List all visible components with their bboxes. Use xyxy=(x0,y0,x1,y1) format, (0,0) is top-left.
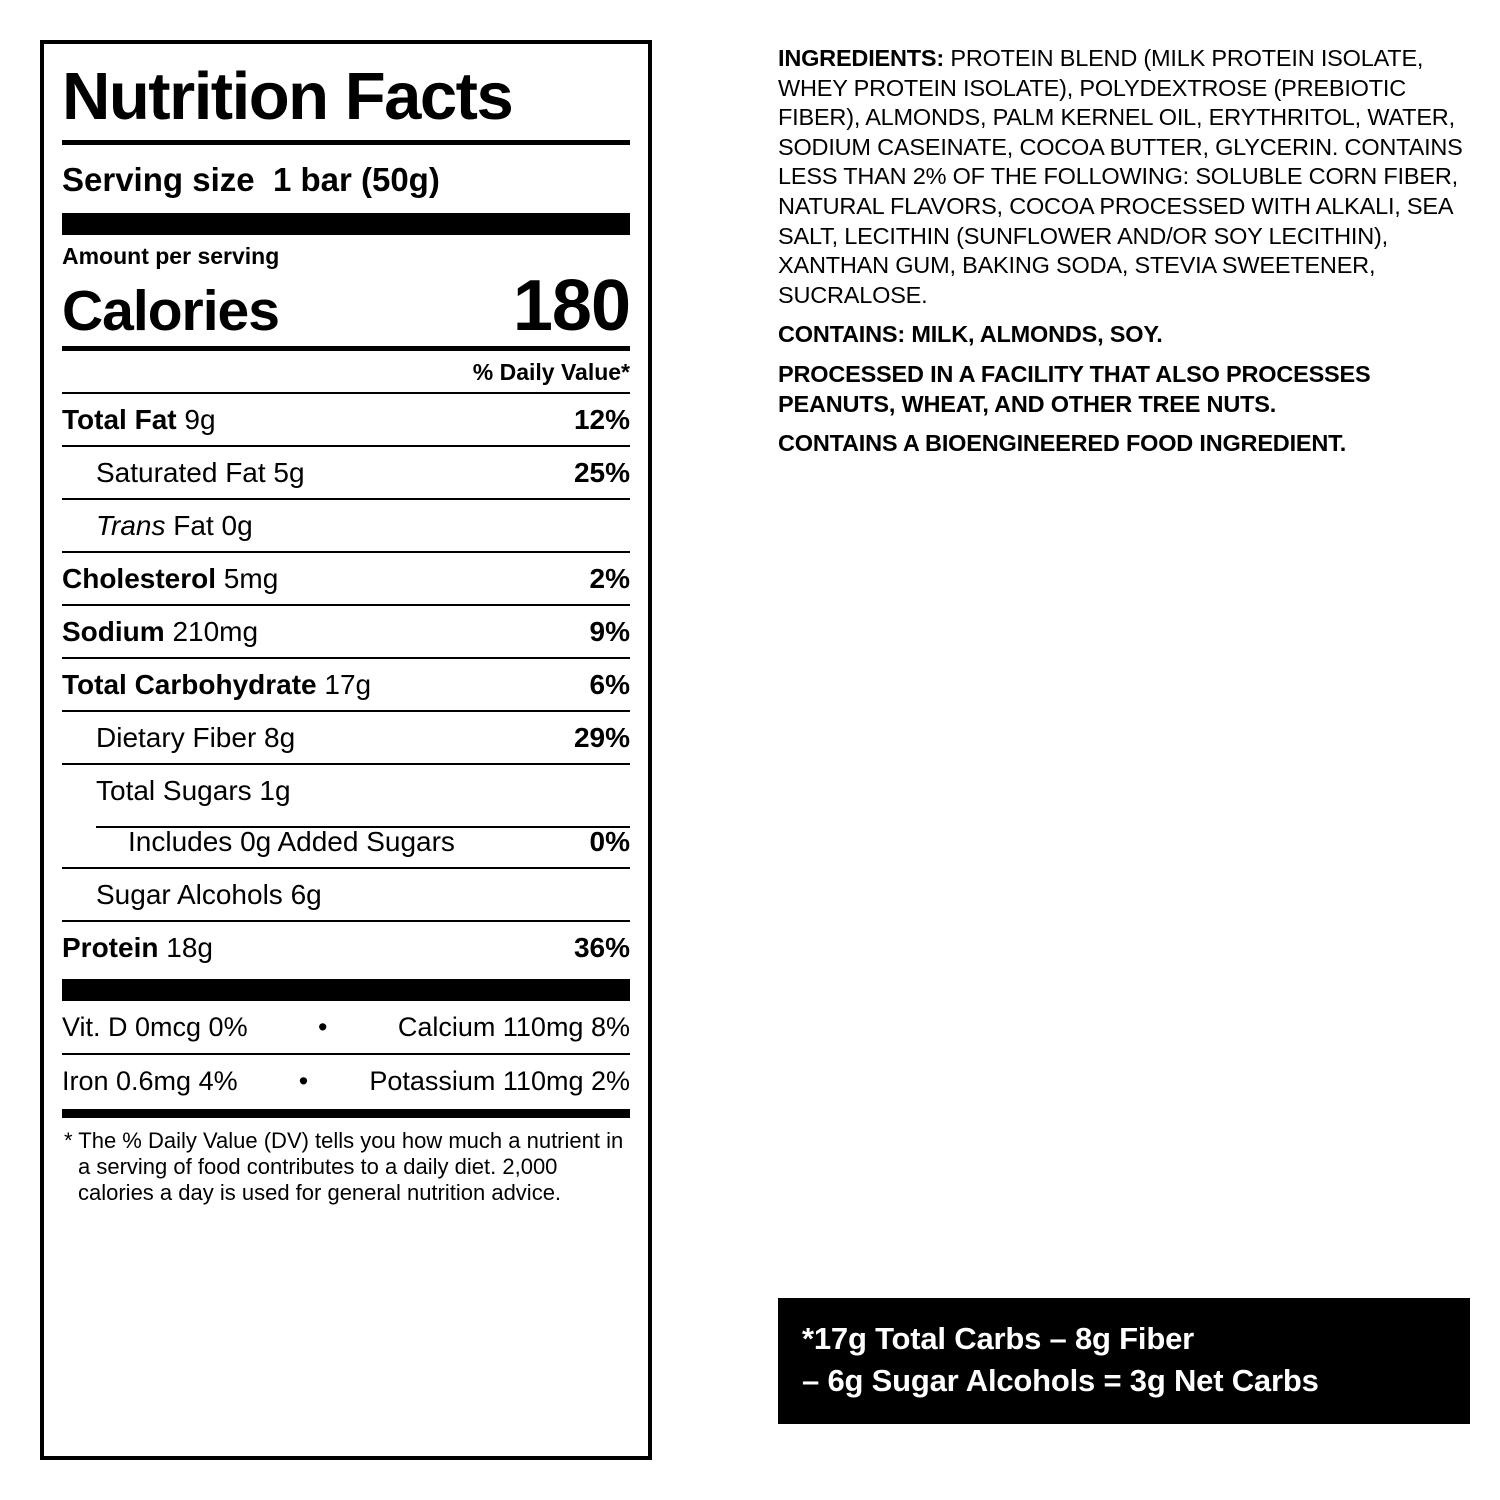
nutrient-label: Includes 0g Added Sugars xyxy=(128,825,455,857)
ingredients-heading: INGREDIENTS: xyxy=(778,45,945,71)
nutrient-label: Total Fat 9g xyxy=(62,403,216,435)
nutrient-label: Dietary Fiber 8g xyxy=(96,721,296,753)
calories-value: 180 xyxy=(512,265,630,346)
allergen-facility: PROCESSED IN A FACILITY THAT ALSO PROCESSES PEANUTS, WHEAT, AND OTHER TREE NUTS. xyxy=(778,361,1371,417)
bullet-icon: • xyxy=(318,1011,328,1042)
serving-size-value: 1 bar (50g) xyxy=(272,160,440,198)
nutrient-label: Protein 18g xyxy=(62,931,213,963)
table-row xyxy=(62,604,630,657)
nutrient-label: Saturated Fat 5g xyxy=(96,456,305,488)
nutrient-label: Total Carbohydrate 17g xyxy=(62,668,372,700)
nutrient-percent: 6% xyxy=(589,668,630,700)
table-row xyxy=(62,657,630,710)
micronutrient-right: Potassium 110mg 2% xyxy=(369,1065,630,1096)
table-row xyxy=(62,445,630,498)
nutrient-percent: 36% xyxy=(573,931,630,963)
serving-size-row xyxy=(62,145,630,213)
ingredients-section xyxy=(778,44,1468,469)
page-title: Nutrition Facts xyxy=(62,59,513,134)
calories-label: Calories xyxy=(62,278,279,343)
nutrient-label: Sugar Alcohols 6g xyxy=(96,878,322,910)
amount-per-serving-label: Amount per serving xyxy=(62,242,280,269)
nutrient-label: Sodium 210mg xyxy=(62,615,259,647)
micronutrient-left: Iron 0.6mg 4% xyxy=(62,1065,238,1096)
bullet-icon: • xyxy=(298,1065,309,1096)
serving-size-label: Serving size xyxy=(62,160,255,198)
nutrient-label: Total Sugars 1g xyxy=(96,774,291,806)
divider-above-footnote xyxy=(62,1109,630,1118)
net-carbs-line-1: *17g Total Carbs – 8g Fiber xyxy=(802,1321,1194,1356)
table-row xyxy=(62,1053,630,1107)
table-row xyxy=(62,392,630,445)
nutrient-percent: 12% xyxy=(573,403,630,435)
calories-row xyxy=(62,265,630,346)
divider-thick-protein xyxy=(62,979,630,1001)
nutrient-percent: 25% xyxy=(573,456,630,488)
table-row xyxy=(62,710,630,763)
bioengineered-statement: CONTAINS A BIOENGINEERED FOOD INGREDIENT. xyxy=(778,430,1347,457)
table-row xyxy=(62,1001,630,1053)
daily-value-header: % Daily Value* xyxy=(472,358,630,385)
nutrition-facts-panel xyxy=(40,40,652,1460)
daily-value-footnote: * The % Daily Value (DV) tells you how much a nutrient in a serving of food contributes to a daily diet. 2,000 calories a day is used for general nutrition advice. xyxy=(64,1127,624,1205)
net-carbs-callout xyxy=(778,1298,1470,1424)
nutrient-percent: 9% xyxy=(589,615,630,647)
nutrient-percent: 29% xyxy=(573,721,630,753)
micronutrient-left: Vit. D 0mcg 0% xyxy=(62,1011,248,1042)
ingredients-paragraph xyxy=(778,44,1468,310)
nutrient-label: Cholesterol 5mg xyxy=(62,562,279,594)
table-row xyxy=(62,498,630,551)
table-row xyxy=(62,920,630,973)
nutrient-percent: 2% xyxy=(589,562,630,594)
net-carbs-line-2: – 6g Sugar Alcohols = 3g Net Carbs xyxy=(802,1362,1319,1398)
allergen-contains: CONTAINS: MILK, ALMONDS, SOY. xyxy=(778,321,1163,348)
table-row xyxy=(62,551,630,604)
micronutrient-table xyxy=(62,1001,630,1107)
nutrient-percent: 0% xyxy=(589,825,630,857)
micronutrient-right: Calcium 110mg 8% xyxy=(397,1011,630,1042)
table-row xyxy=(62,763,630,816)
table-row xyxy=(62,816,630,867)
divider-thick-serving xyxy=(62,213,630,235)
nutrient-label: Trans Fat 0g xyxy=(96,509,253,541)
ingredients-body: PROTEIN BLEND (MILK PROTEIN ISOLATE, WHEY PROTEIN ISOLATE), POLYDEXTROSE (PREBIOTIC FIBER), ALMONDS, PALM KERNEL OIL, ERYTHRITOL, WATER, SODIUM CASEINATE, COCOA BUTTER, GLYCERIN. CONTAINS LESS THAN 2% OF THE FOLLOWING: SOLUBLE CORN FIBER, NATURAL FLAVORS, COCOA PROCESSED WITH ALKALI, SEA SALT, LECITHIN (SUNFLOWER AND/OR SOY LECITHIN), XANTHAN GUM, BAKING SODA, STEVIA SWEETENER, SUCRALOSE. xyxy=(778,45,1463,308)
table-row xyxy=(62,867,630,920)
